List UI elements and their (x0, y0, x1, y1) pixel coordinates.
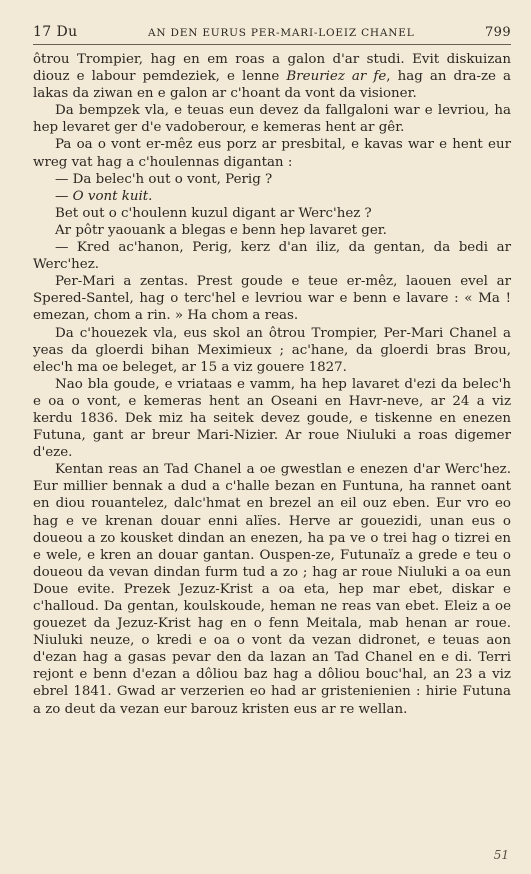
paragraph: Kentan reas an Tad Chanel a oe gwestlan e enezen d'ar Werc'hez. Eur millier bennak a dud a c'halle bezan en Funtuna, ha rannet oant en diou rouantelez, dalc'hmat en brezel an eil ouz eben. Eur vro eo hag e ve krenan douar enni alïes. Herve ar gouezidi, unan eus o doueou a zo kousket dindan an enezen, ha pa ve o trei hag o tizrei en e wele, e kren an douar gantan. Ouspen-ze, Futunaïz a grede e teu o doueou da vevan dindan furm tud a zo ; hag ar roue Niuluki a oa eun Doue evite. Prezek Jezuz-Krist a oa eta, hep mar ebet, diskar e c'halloud. Da gentan, koulskoude, heman ne reas van ebet. Eleiz a oe gouezet da Jezuz-Krist hag en o fenn Meitala, mab henan ar roue. Niuluki neuze, o kredi e oa o vont da vezan didronet, e teuas aon d'ezan hag a gasas pevar den da lazan an Tad Chanel en e di. Terri rejont e benn d'ezan a dôliou baz hag a dôliou bouc'hal, an 23 a viz ebrel 1841. Gwad ar verzerien eo had ar gristenienien : hirie Futuna a zo deut da vezan eur barouz kristen eus ar re wellan. (33, 462, 511, 717)
paragraph: Da bempzek vla, e teuas eun devez da fallgaloni war e levriou, ha hep levaret ger d'e vadoberour, e kemeras hent ar gêr. (33, 103, 511, 136)
dialogue-line: — Kred ac'hanon, Perig, kerz d'an iliz, da gentan, da bedi ar Werc'hez. (33, 240, 511, 273)
paragraph: Per-Mari a zentas. Prest goude e teue er-mêz, laouen evel ar Spered-Santel, hag o terc'hel e levriou war e benn e lavare : « Ma ! emezan, chom a rin. » Ha chom a reas. (33, 274, 511, 324)
header-left: 17 Du (33, 24, 78, 40)
paragraph: Nao bla goude, e vriataas e vamm, ha hep lavaret d'ezi da belec'h e oa o vont, e kemeras hent an Oseani en Havr-neve, ar 24 a viz kerdu 1836. Dek miz ha seitek devez goude, e tiskenne en enezen Futuna, gant ar breur Mari-Nizier. Ar roue Niuluki a roas digemer d'eze. (33, 376, 511, 461)
dialogue-line: — Da belec'h out o vont, Perig ? (55, 171, 273, 187)
paragraph: Bet out o c'houlenn kuzul digant ar Werc'hez ? (55, 205, 372, 221)
body-text (33, 51, 511, 718)
dialogue-line: — O vont kuit. (55, 188, 153, 204)
running-title: AN DEN EURUS PER-MARI-LOEIZ CHANEL (148, 27, 415, 39)
footer-signature-mark: 51 (493, 848, 509, 862)
paragraph: ôtrou Trompier, hag en em roas a galon d'ar studi. Evit diskuizan diouz e labour pemdeziek, e lenne Breuriez ar fe, hag an dra-ze a lakas da ziwan en e galon ar c'hoant da vont da visioner. (33, 52, 511, 102)
paragraph: Pa oa o vont er-mêz eus porz ar presbital, e kavas war e hent eur wreg vat hag a c'houlennas digantan : (33, 137, 511, 170)
page-number: 799 (484, 25, 511, 40)
paragraph: Ar pôtr yaouank a blegas e benn hep lavaret ger. (55, 222, 387, 238)
running-header (33, 24, 511, 45)
paragraph: Da c'houezek vla, eus skol an ôtrou Trompier, Per-Mari Chanel a yeas da gloerdi bihan Meximieux ; ac'hane, da gloerdi bras Brou, elec'h ma oe beleget, ar 15 a viz gouere 1827. (33, 325, 511, 375)
italic-title: Breuriez ar fe (286, 69, 387, 85)
